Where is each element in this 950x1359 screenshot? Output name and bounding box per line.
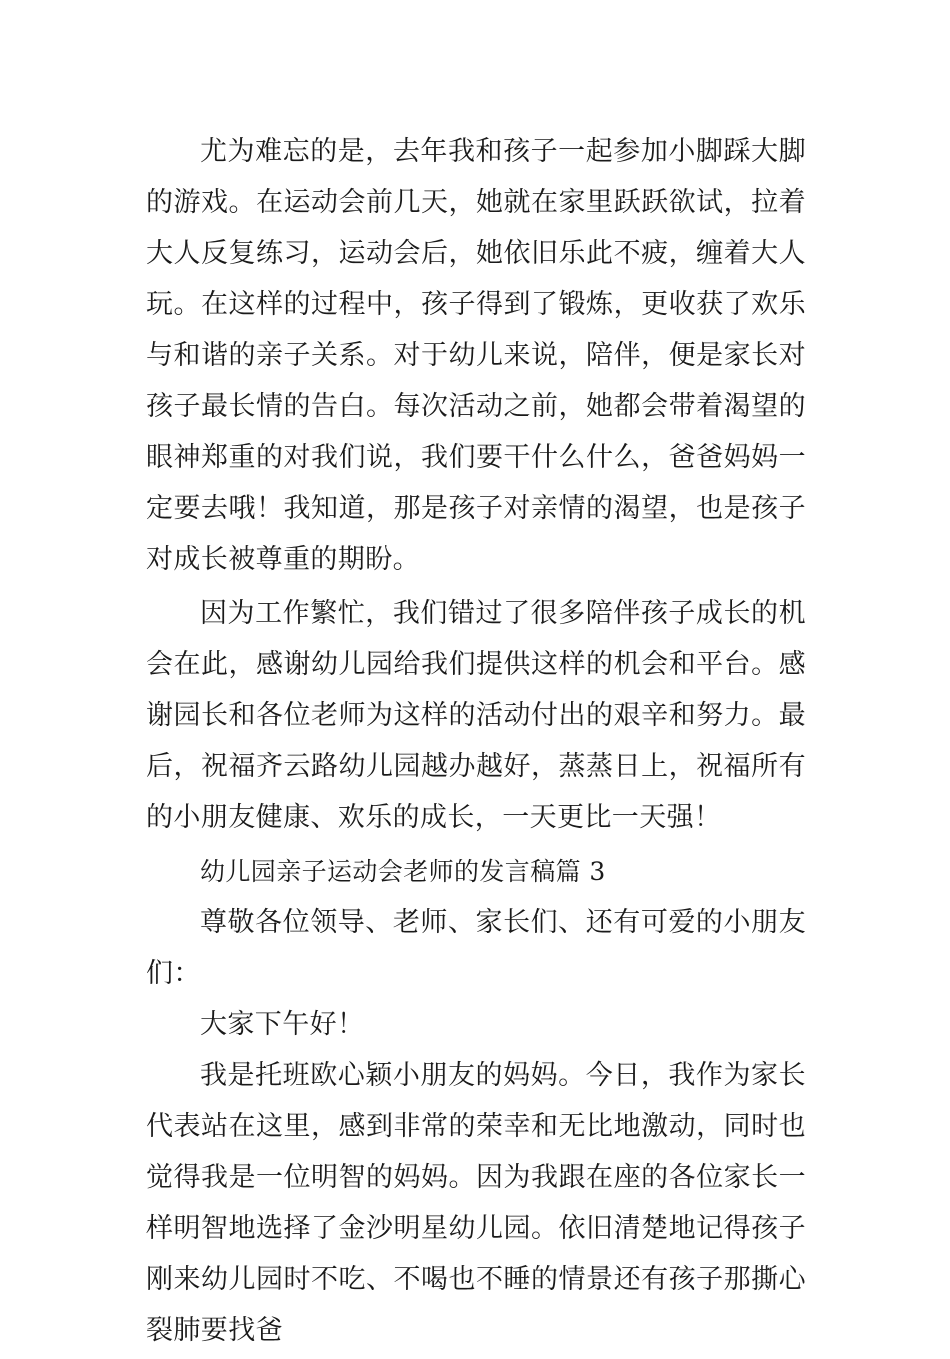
paragraph-parent-speech: 我是托班欧心颖小朋友的妈妈。今日，我作为家长代表站在这里，感到非常的荣幸和无比地激动，同时也觉得我是一位明智的妈妈。因为我跟在座的各位家长一样明智地选择了金沙明星幼儿园。依旧清楚地记得孩子刚来幼儿园时不吃、不喝也不睡的情景还有孩子那撕心裂肺要找爸 bbox=[146, 1060, 806, 1346]
paragraph-memorable-game: 尤为难忘的是，去年我和孩子一起参加小脚踩大脚的游戏。在运动会前几天，她就在家里跃跃欲试，拉着大人反复练习，运动会后，她依旧乐此不疲，缠着大人玩。在这样的过程中，孩子得到了锻炼，更收获了欢乐与和谐的亲子关系。对于幼儿来说，陪伴，便是家长对孩子最长情的告白。每次活动之前，她都会带着渴望的眼神郑重的对我们说，我们要干什么什么，爸爸妈妈一定要去哦！我知道，那是孩子对亲情的渴望，也是孩子对成长被尊重的期盼。 bbox=[146, 136, 806, 575]
paragraph-thanks: 因为工作繁忙，我们错过了很多陪伴孩子成长的机会在此，感谢幼儿园给我们提供这样的机会和平台。感谢园长和各位老师为这样的活动付出的艰辛和努力。最后，祝福齐云路幼儿园越办越好，蒸蒸日上，祝福所有的小朋友健康、欢乐的成长，一天更比一天强！ bbox=[146, 598, 806, 833]
document-body bbox=[146, 126, 806, 1359]
section-title: 幼儿园亲子运动会老师的发言稿篇 3 bbox=[200, 857, 606, 886]
salutation: 尊敬各位领导、老师、家长们、还有可爱的小朋友们： bbox=[146, 907, 806, 989]
greeting: 大家下午好！ bbox=[200, 1009, 365, 1040]
